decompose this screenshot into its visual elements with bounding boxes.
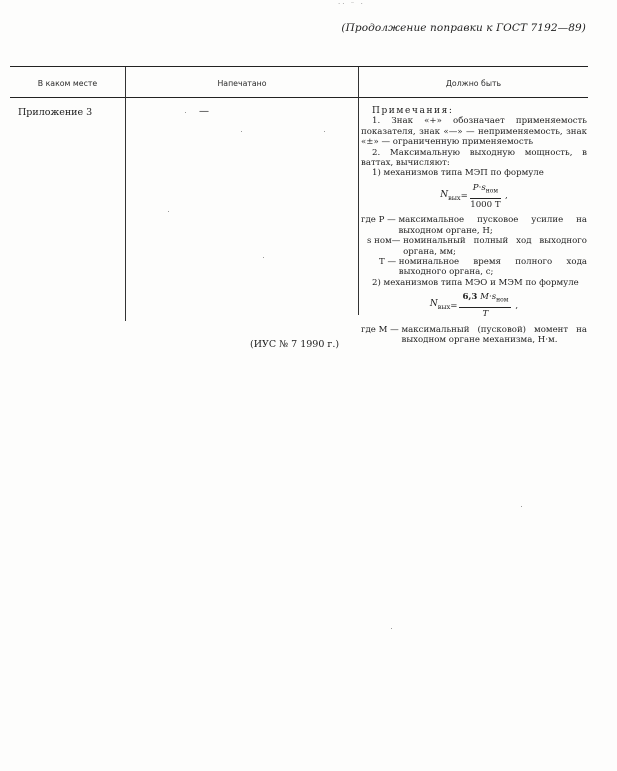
formula-mep: $N_{вых}$ = $\frac{P\cdot s_{ном}}{1000 T}$ ,	[440, 182, 508, 210]
row-location: Приложение 3	[18, 107, 93, 118]
where-p: где P — максимальное пусковое усилие на выходном органе, Н;	[361, 215, 587, 236]
scan-speck	[263, 257, 264, 258]
scan-speck	[521, 506, 522, 507]
column-header-correct: Должно быть	[445, 79, 502, 88]
scan-speck	[241, 131, 242, 132]
continuation-note: (Продолжение поправки к ГОСТ 7192—89)	[341, 22, 586, 34]
item-2: 2) механизмов типа МЭО и МЭМ по формуле	[372, 277, 579, 288]
formula-meo-fraction: $\frac{6,3 M\cdot s_{ном}}{T}$	[459, 292, 511, 320]
note-2: 2. Максимальную выходную мощность, в ваттах, вычисляют:	[361, 147, 587, 169]
scan-speck	[391, 628, 392, 629]
table-top-rule	[10, 66, 588, 67]
notes-title: Примечания:	[372, 106, 454, 116]
scan-speck	[168, 211, 169, 212]
correct-text	[361, 106, 587, 346]
formula-mep-fraction: $\frac{P\cdot s_{ном}}{1000 T}$	[470, 182, 501, 210]
scan-speck	[185, 112, 186, 113]
table-header-rule	[10, 97, 588, 98]
column-divider-1	[125, 67, 126, 321]
scan-smudge: ·· ⁻ ·	[338, 0, 365, 8]
printed-value: —	[199, 106, 209, 117]
column-header-location: В каком месте	[37, 79, 98, 88]
ius-reference: (ИУС № 7 1990 г.)	[250, 339, 340, 350]
where-s: s ном — номинальный полный ход выходного органа, мм;	[367, 236, 587, 257]
item-1: 1) механизмов типа МЭП по формуле	[372, 168, 544, 179]
where-t: T — номинальное время полного хода выходного органа, с;	[379, 257, 587, 278]
where-m: где M — максимальный (пусковой) момент на выходном органе механизма, Н·м.	[361, 324, 587, 346]
note-1: 1. Знак «+» обозначает применяемость показателя, знак «—» — неприменяемость, знак «±» — ограниченную применяемость	[361, 116, 587, 148]
scan-speck	[324, 131, 325, 132]
column-header-printed: Напечатано	[217, 79, 267, 88]
column-divider-2	[358, 67, 359, 315]
formula-meo: $N_{вых}$ = $\frac{6,3 M\cdot s_{ном}}{T}$ ,	[429, 292, 519, 320]
